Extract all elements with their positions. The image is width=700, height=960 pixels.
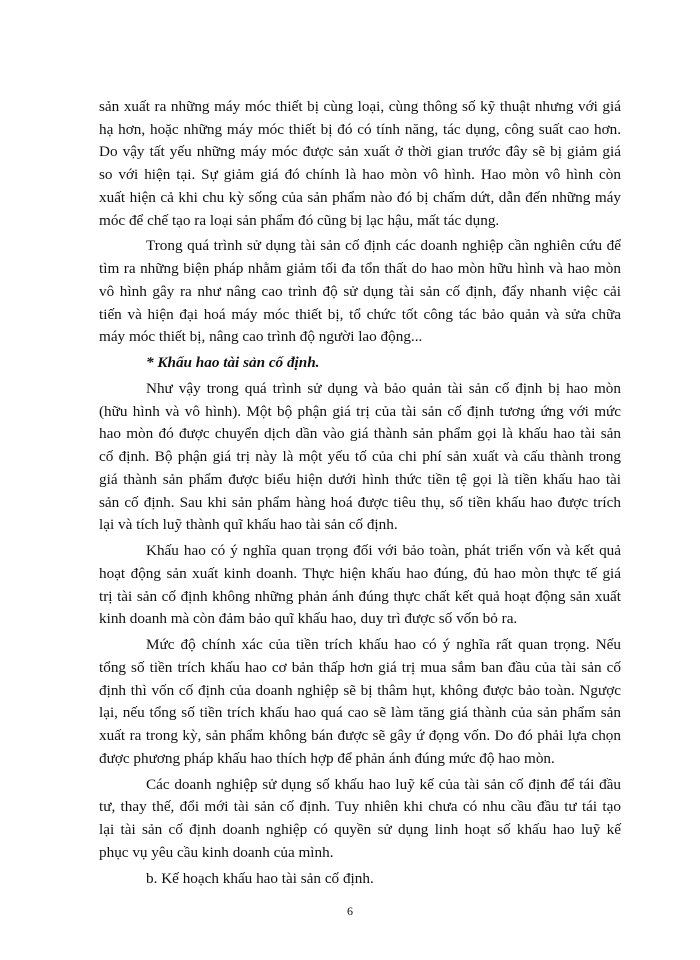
paragraph-6-line-1: Các doanh nghiệp sử dụng số khấu hao luỹ kế của tài sản cố định để tái đầu [146,775,621,793]
paragraph-3-line-6: sản cố định. Sau khi sản phẩm hàng hoá được tiêu thụ, số tiền khấu hao được trích [99,493,621,511]
paragraph-5-line-1: Mức độ chính xác của tiền trích khấu hao có ý nghĩa rất quan trọng. Nếu [146,636,621,654]
paragraph-4-line-3: trị tài sản cố định không những phản ánh đúng thực chất kết quả hoạt động sản xuất [99,587,621,605]
paragraph-2-line-4: tiến và hiện đại hoá máy móc thiết bị, tổ chức tốt công tác bảo quản và sửa chữa [99,305,621,323]
paragraph-3-line-7: lại và tích luỹ thành quĩ khấu hao tài sản cố định. [99,516,398,534]
paragraph-4-line-4: kinh doanh mà còn đảm bảo quĩ khấu hao, duy trì được số vốn bỏ ra. [99,610,518,628]
paragraph-6-line-4: phục vụ yêu cầu kinh doanh của mình. [99,843,334,861]
paragraph-1-line-1: sản xuất ra những máy móc thiết bị cùng loại, cùng thông số kỹ thuật nhưng với giá [99,98,621,115]
page-number: 6 [347,904,353,918]
paragraph-2-line-2: tìm ra những biện pháp nhằm giảm tối đa tổn thất do hao mòn hữu hình và hao mòn [99,260,621,278]
paragraph-7-line-1: b. Kế hoạch khấu hao tài sản cố định. [146,869,374,887]
paragraph-3-line-5: giá thành sản phẩm được biểu hiện dưới hình thức tiền tệ gọi là tiền khấu hao tài [99,470,621,488]
paragraph-2-line-1: Trong quá trình sử dụng tài sản cố định các doanh nghiệp cần nghiên cứu để [146,237,621,255]
paragraph-5-line-4: lại, nếu tổng số tiền trích khấu hao quá cao sẽ làm tăng giá thành của sản phẩm sản [99,704,621,722]
paragraph-3-line-3: hao mòn đó được chuyển dịch dần vào giá thành sản phẩm gọi là khấu hao tài sản [99,425,621,443]
paragraph-1-line-6: móc để chế tạo ra loại sản phẩm đó cũng bị lạc hậu, mất tác dụng. [99,211,500,229]
paragraph-3-line-2: (hữu hình và vô hình). Một bộ phận giá trị của tài sản cố định tương ứng với mức [99,402,621,420]
paragraph-1-line-5: xuất hiện cả khi chu kỳ sống của sản phẩm nào đó bị chấm dứt, dẫn đến những máy [99,188,621,206]
paragraph-4-line-2: hoạt động sản xuất kinh doanh. Thực hiện khấu hao đúng, đủ hao mòn thực tế giá [99,564,621,582]
paragraph-2-line-5: máy móc thiết bị, nâng cao trình độ người lao động... [99,328,423,346]
paragraph-1-line-2: hạ hơn, hoặc những máy móc thiết bị đó có tính năng, tác dụng, công suất cao hơn. [99,120,621,138]
paragraph-6-line-3: lại tài sản cố định doanh nghiệp có quyền sử dụng linh hoạt số khấu hao luỹ kế [99,820,621,838]
paragraph-5-line-5: xuất ra trong kỳ, sản phẩm không bán được sẽ gây ứ đọng vốn. Do đó phải lựa chọn [99,726,621,744]
section-heading: * Khấu hao tài sản cố định. [146,354,320,372]
paragraph-3-line-1: Như vậy trong quá trình sử dụng và bảo quản tài sản cố định bị hao mòn [146,380,621,397]
paragraph-3-line-4: cố định. Bộ phận giá trị này là một yếu tố của chi phí sản xuất và cấu thành trong [99,448,621,466]
paragraph-4-line-1: Khấu hao có ý nghĩa quan trọng đối với bảo toàn, phát triển vốn và kết quả [146,542,621,560]
paragraph-1-line-4: so với hiện tại. Sự giảm giá đó chính là hao mòn vô hình. Hao mòn vô hình còn [99,166,621,184]
paragraph-5-line-6: được phương pháp khấu hao thích hợp để phản ánh đúng mức độ hao mòn. [99,749,555,767]
paragraph-5-line-2: tổng số tiền trích khấu hao cơ bản thấp hơn giá trị mua sắm ban đầu của tài sản cố [99,658,621,676]
paragraph-5-line-3: định thì vốn cố định của doanh nghiệp sẽ bị thâm hụt, không được bảo toàn. Ngược [99,681,621,699]
paragraph-6-line-2: tư, thay thế, đổi mới tài sản cố định. Tuy nhiên khi chưa có nhu cầu đầu tư tái tạo [99,798,621,816]
paragraph-1-line-3: Do vậy tất yếu những máy móc được sản xuất ở thời gian trước đây sẽ bị giảm giá [99,143,621,161]
paragraph-2-line-3: vô hình gây ra như nâng cao trình độ sử dụng tài sản cố định, đẩy nhanh việc cải [99,282,621,300]
